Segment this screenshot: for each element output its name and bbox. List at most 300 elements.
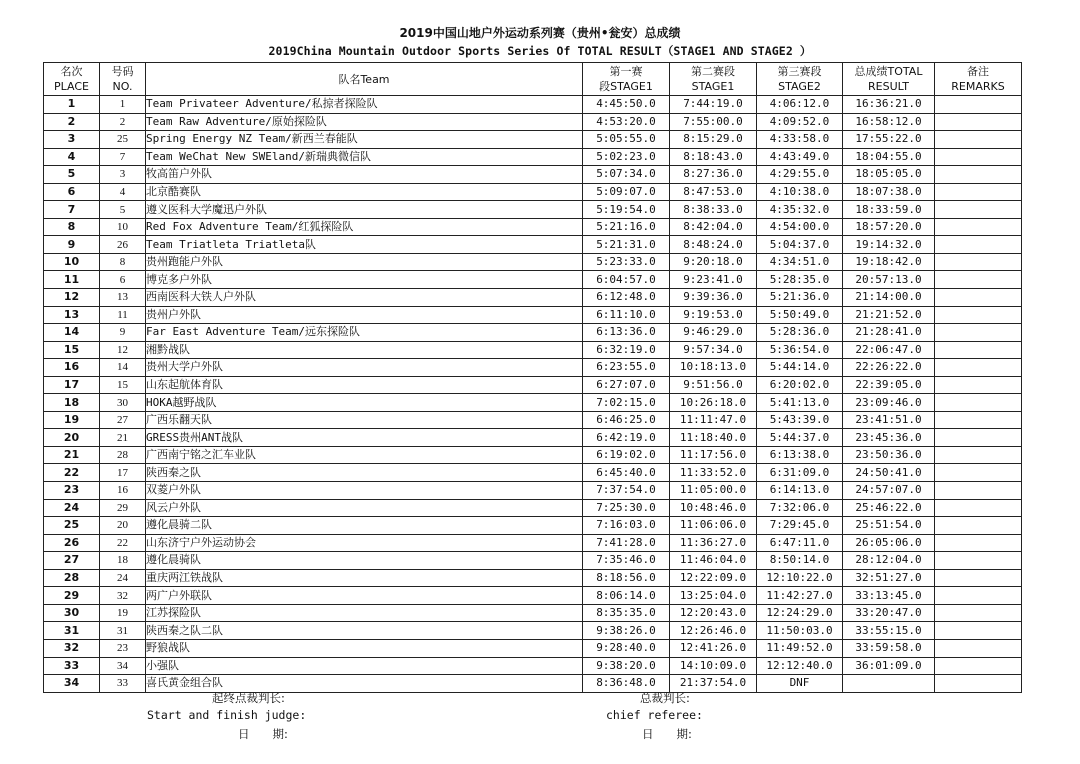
row-remarks: [935, 324, 1022, 342]
header-total: 总成绩TOTAL RESULT: [843, 63, 935, 96]
row-place: 23: [44, 482, 100, 500]
row-remarks: [935, 131, 1022, 149]
row-team: 山东济宁户外运动协会: [146, 534, 583, 552]
row-stage-3: 8:50:14.0: [757, 552, 843, 570]
chief-referee-label-zh: 总裁判长:: [640, 691, 690, 705]
row-remarks: [935, 622, 1022, 640]
row-number: 9: [100, 324, 146, 342]
row-team: 贵州大学户外队: [146, 359, 583, 377]
row-stage-2: 21:37:54.0: [670, 675, 757, 693]
row-stage-1: 6:04:57.0: [583, 271, 670, 289]
row-stage-3: 4:35:32.0: [757, 201, 843, 219]
table-row: [44, 359, 1022, 377]
row-total: 23:41:51.0: [843, 411, 935, 429]
row-stage-3: 12:12:40.0: [757, 657, 843, 675]
row-stage-1: 8:36:48.0: [583, 675, 670, 693]
row-stage-1: 6:11:10.0: [583, 306, 670, 324]
row-stage-2: 9:57:34.0: [670, 341, 757, 359]
row-team: 两广户外联队: [146, 587, 583, 605]
row-stage-2: 8:42:04.0: [670, 218, 757, 236]
row-number: 31: [100, 622, 146, 640]
row-place: 24: [44, 499, 100, 517]
row-stage-2: 11:05:00.0: [670, 482, 757, 500]
row-team: 北京酷赛队: [146, 183, 583, 201]
header-stage-3: 第三赛段 STAGE2: [757, 63, 843, 96]
row-stage-3: 6:14:13.0: [757, 482, 843, 500]
row-team: 陕西秦之队: [146, 464, 583, 482]
row-place: 16: [44, 359, 100, 377]
row-remarks: [935, 201, 1022, 219]
start-finish-judge-label-zh: 起终点裁判长:: [212, 691, 285, 705]
row-total: 28:12:04.0: [843, 552, 935, 570]
row-stage-3: 5:28:35.0: [757, 271, 843, 289]
row-stage-3: 5:44:14.0: [757, 359, 843, 377]
row-team: 双菱户外队: [146, 482, 583, 500]
row-number: 13: [100, 289, 146, 307]
row-stage-2: 9:20:18.0: [670, 253, 757, 271]
row-number: 24: [100, 569, 146, 587]
row-stage-1: 5:09:07.0: [583, 183, 670, 201]
row-team: 遵化晨骑队: [146, 552, 583, 570]
row-team: Team Triatleta Triatleta队: [146, 236, 583, 254]
row-total: 21:14:00.0: [843, 289, 935, 307]
header-stage-2: 第二赛段 STAGE1: [670, 63, 757, 96]
row-number: 7: [100, 148, 146, 166]
row-stage-3: 12:10:22.0: [757, 569, 843, 587]
row-stage-1: 7:16:03.0: [583, 517, 670, 535]
row-total: 33:55:15.0: [843, 622, 935, 640]
row-stage-2: 7:44:19.0: [670, 96, 757, 114]
row-total: 24:57:07.0: [843, 482, 935, 500]
row-stage-2: 12:41:26.0: [670, 639, 757, 657]
row-remarks: [935, 552, 1022, 570]
row-remarks: [935, 218, 1022, 236]
table-row: [44, 657, 1022, 675]
row-team: Spring Energy NZ Team/新西兰春能队: [146, 131, 583, 149]
row-stage-1: 9:28:40.0: [583, 639, 670, 657]
table-row: [44, 604, 1022, 622]
row-stage-1: 5:02:23.0: [583, 148, 670, 166]
row-number: 30: [100, 394, 146, 412]
row-team: 贵州户外队: [146, 306, 583, 324]
row-stage-2: 13:25:04.0: [670, 587, 757, 605]
row-stage-1: 7:25:30.0: [583, 499, 670, 517]
table-row: [44, 429, 1022, 447]
row-place: 32: [44, 639, 100, 657]
row-total: 18:07:38.0: [843, 183, 935, 201]
row-stage-1: 5:21:31.0: [583, 236, 670, 254]
row-total: [843, 675, 935, 693]
row-team: 山东起航体育队: [146, 376, 583, 394]
row-remarks: [935, 341, 1022, 359]
row-team: 重庆两江铁战队: [146, 569, 583, 587]
row-number: 5: [100, 201, 146, 219]
table-row: [44, 183, 1022, 201]
row-place: 12: [44, 289, 100, 307]
row-stage-1: 9:38:26.0: [583, 622, 670, 640]
row-place: 22: [44, 464, 100, 482]
row-stage-2: 12:22:09.0: [670, 569, 757, 587]
row-stage-2: 9:39:36.0: [670, 289, 757, 307]
row-remarks: [935, 657, 1022, 675]
row-stage-2: 9:51:56.0: [670, 376, 757, 394]
row-stage-3: 6:31:09.0: [757, 464, 843, 482]
row-total: 23:09:46.0: [843, 394, 935, 412]
row-team: Team Raw Adventure/原始探险队: [146, 113, 583, 131]
row-remarks: [935, 482, 1022, 500]
row-number: 33: [100, 675, 146, 693]
row-stage-2: 8:27:36.0: [670, 166, 757, 184]
table-row: [44, 675, 1022, 693]
row-place: 8: [44, 218, 100, 236]
row-remarks: [935, 394, 1022, 412]
row-team: Team WeChat New SWEland/新瑞典微信队: [146, 148, 583, 166]
row-place: 15: [44, 341, 100, 359]
chief-referee-label-en: chief referee:: [606, 708, 703, 722]
row-number: 8: [100, 253, 146, 271]
row-stage-2: 11:11:47.0: [670, 411, 757, 429]
title-english: 2019China Mountain Outdoor Sports Series Of TOTAL RESULT（STAGE1 AND STAGE2 ）: [268, 44, 812, 58]
row-stage-2: 9:23:41.0: [670, 271, 757, 289]
row-stage-3: 5:44:37.0: [757, 429, 843, 447]
row-stage-2: 7:55:00.0: [670, 113, 757, 131]
row-stage-2: 9:19:53.0: [670, 306, 757, 324]
row-place: 20: [44, 429, 100, 447]
row-stage-1: 6:23:55.0: [583, 359, 670, 377]
row-total: 16:36:21.0: [843, 96, 935, 114]
table-row: [44, 236, 1022, 254]
table-row: [44, 446, 1022, 464]
row-total: 22:39:05.0: [843, 376, 935, 394]
row-number: 1: [100, 96, 146, 114]
table-row: [44, 113, 1022, 131]
row-team: 遵义医科大学魔迅户外队: [146, 201, 583, 219]
row-remarks: [935, 587, 1022, 605]
row-total: 19:18:42.0: [843, 253, 935, 271]
row-number: 18: [100, 552, 146, 570]
row-place: 4: [44, 148, 100, 166]
row-stage-2: 10:26:18.0: [670, 394, 757, 412]
row-team: 湘黔战队: [146, 341, 583, 359]
row-number: 2: [100, 113, 146, 131]
row-stage-3: 4:29:55.0: [757, 166, 843, 184]
row-number: 11: [100, 306, 146, 324]
row-total: 36:01:09.0: [843, 657, 935, 675]
row-remarks: [935, 639, 1022, 657]
table-row: [44, 376, 1022, 394]
header-stage-1: 第一赛 段STAGE1: [583, 63, 670, 96]
row-stage-3: 6:13:38.0: [757, 446, 843, 464]
row-remarks: [935, 604, 1022, 622]
results-table: [43, 62, 1022, 693]
row-stage-2: 8:47:53.0: [670, 183, 757, 201]
row-place: 10: [44, 253, 100, 271]
row-total: 33:59:58.0: [843, 639, 935, 657]
row-stage-2: 14:10:09.0: [670, 657, 757, 675]
row-place: 25: [44, 517, 100, 535]
table-row: [44, 499, 1022, 517]
row-number: 17: [100, 464, 146, 482]
row-team: 博克多户外队: [146, 271, 583, 289]
row-stage-2: 11:17:56.0: [670, 446, 757, 464]
row-stage-1: 6:42:19.0: [583, 429, 670, 447]
row-place: 3: [44, 131, 100, 149]
row-stage-1: 7:41:28.0: [583, 534, 670, 552]
row-number: 12: [100, 341, 146, 359]
row-number: 32: [100, 587, 146, 605]
row-stage-3: 4:34:51.0: [757, 253, 843, 271]
row-team: 贵州跑能户外队: [146, 253, 583, 271]
table-row: [44, 587, 1022, 605]
row-total: 17:55:22.0: [843, 131, 935, 149]
row-stage-1: 6:45:40.0: [583, 464, 670, 482]
row-number: 26: [100, 236, 146, 254]
table-row: [44, 552, 1022, 570]
row-stage-2: 11:06:06.0: [670, 517, 757, 535]
row-remarks: [935, 517, 1022, 535]
row-team: Red Fox Adventure Team/红狐探险队: [146, 218, 583, 236]
row-remarks: [935, 289, 1022, 307]
row-number: 19: [100, 604, 146, 622]
row-place: 33: [44, 657, 100, 675]
row-number: 34: [100, 657, 146, 675]
row-stage-2: 12:20:43.0: [670, 604, 757, 622]
row-stage-1: 8:06:14.0: [583, 587, 670, 605]
row-stage-1: 6:13:36.0: [583, 324, 670, 342]
table-row: [44, 289, 1022, 307]
header-number: 号码 NO.: [100, 63, 146, 96]
row-total: 22:26:22.0: [843, 359, 935, 377]
row-stage-3: 11:42:27.0: [757, 587, 843, 605]
row-number: 16: [100, 482, 146, 500]
row-remarks: [935, 253, 1022, 271]
row-remarks: [935, 446, 1022, 464]
row-remarks: [935, 113, 1022, 131]
row-total: 19:14:32.0: [843, 236, 935, 254]
row-remarks: [935, 236, 1022, 254]
header-place: 名次 PLACE: [44, 63, 100, 96]
row-stage-3: 11:49:52.0: [757, 639, 843, 657]
row-stage-1: 7:02:15.0: [583, 394, 670, 412]
row-number: 25: [100, 131, 146, 149]
row-total: 25:51:54.0: [843, 517, 935, 535]
row-place: 11: [44, 271, 100, 289]
row-total: 18:33:59.0: [843, 201, 935, 219]
row-place: 2: [44, 113, 100, 131]
row-stage-3: 12:24:29.0: [757, 604, 843, 622]
row-number: 14: [100, 359, 146, 377]
row-team: HOKA越野战队: [146, 394, 583, 412]
row-stage-1: 6:12:48.0: [583, 289, 670, 307]
row-stage-1: 9:38:20.0: [583, 657, 670, 675]
row-stage-3: DNF: [757, 675, 843, 693]
row-stage-2: 8:18:43.0: [670, 148, 757, 166]
row-place: 30: [44, 604, 100, 622]
row-team: 小强队: [146, 657, 583, 675]
row-number: 23: [100, 639, 146, 657]
row-team: GRESS贵州ANT战队: [146, 429, 583, 447]
row-remarks: [935, 675, 1022, 693]
row-team: 遵化晨骑二队: [146, 517, 583, 535]
row-total: 26:05:06.0: [843, 534, 935, 552]
row-stage-2: 11:46:04.0: [670, 552, 757, 570]
row-remarks: [935, 534, 1022, 552]
title-chinese: 2019中国山地户外运动系列赛（贵州•瓮安）总成绩: [399, 26, 681, 40]
row-remarks: [935, 148, 1022, 166]
table-row: [44, 201, 1022, 219]
row-number: 21: [100, 429, 146, 447]
row-number: 22: [100, 534, 146, 552]
table-row: [44, 639, 1022, 657]
row-stage-2: 8:15:29.0: [670, 131, 757, 149]
row-number: 3: [100, 166, 146, 184]
row-stage-3: 5:41:13.0: [757, 394, 843, 412]
row-number: 6: [100, 271, 146, 289]
row-place: 14: [44, 324, 100, 342]
row-stage-3: 4:43:49.0: [757, 148, 843, 166]
row-team: 陕西秦之队二队: [146, 622, 583, 640]
row-stage-3: 7:29:45.0: [757, 517, 843, 535]
date-label-right: 日 期:: [642, 727, 692, 741]
table-row: [44, 271, 1022, 289]
row-stage-1: 6:27:07.0: [583, 376, 670, 394]
date-label-left: 日 期:: [238, 727, 288, 741]
start-finish-judge-label-en: Start and finish judge:: [147, 708, 307, 722]
table-row: [44, 534, 1022, 552]
row-place: 13: [44, 306, 100, 324]
row-stage-1: 5:07:34.0: [583, 166, 670, 184]
table-row: [44, 148, 1022, 166]
row-team: 牧高笛户外队: [146, 166, 583, 184]
table-row: [44, 253, 1022, 271]
table-row: [44, 394, 1022, 412]
row-stage-1: 5:05:55.0: [583, 131, 670, 149]
row-place: 28: [44, 569, 100, 587]
row-remarks: [935, 376, 1022, 394]
row-stage-1: 6:32:19.0: [583, 341, 670, 359]
row-number: 15: [100, 376, 146, 394]
row-stage-3: 4:09:52.0: [757, 113, 843, 131]
row-remarks: [935, 166, 1022, 184]
table-row: [44, 517, 1022, 535]
row-place: 17: [44, 376, 100, 394]
row-place: 29: [44, 587, 100, 605]
row-total: 18:05:05.0: [843, 166, 935, 184]
row-remarks: [935, 499, 1022, 517]
row-stage-1: 8:35:35.0: [583, 604, 670, 622]
row-place: 18: [44, 394, 100, 412]
table-row: [44, 622, 1022, 640]
table-row: [44, 482, 1022, 500]
row-stage-1: 6:19:02.0: [583, 446, 670, 464]
row-team: 风云户外队: [146, 499, 583, 517]
row-remarks: [935, 464, 1022, 482]
header-row: [44, 63, 1022, 96]
row-place: 6: [44, 183, 100, 201]
row-total: 21:28:41.0: [843, 324, 935, 342]
row-place: 26: [44, 534, 100, 552]
row-remarks: [935, 359, 1022, 377]
row-remarks: [935, 271, 1022, 289]
row-stage-2: 12:26:46.0: [670, 622, 757, 640]
row-place: 19: [44, 411, 100, 429]
row-stage-3: 5:28:36.0: [757, 324, 843, 342]
row-total: 22:06:47.0: [843, 341, 935, 359]
row-total: 20:57:13.0: [843, 271, 935, 289]
row-number: 10: [100, 218, 146, 236]
row-stage-2: 11:33:52.0: [670, 464, 757, 482]
row-team: Far East Adventure Team/远东探险队: [146, 324, 583, 342]
row-place: 31: [44, 622, 100, 640]
row-remarks: [935, 183, 1022, 201]
row-team: 江苏探险队: [146, 604, 583, 622]
row-stage-1: 7:35:46.0: [583, 552, 670, 570]
row-stage-2: 8:38:33.0: [670, 201, 757, 219]
row-stage-3: 6:20:02.0: [757, 376, 843, 394]
row-remarks: [935, 429, 1022, 447]
row-stage-3: 5:50:49.0: [757, 306, 843, 324]
row-stage-2: 11:18:40.0: [670, 429, 757, 447]
table-row: [44, 341, 1022, 359]
row-remarks: [935, 569, 1022, 587]
table-row: [44, 166, 1022, 184]
row-place: 21: [44, 446, 100, 464]
row-stage-3: 7:32:06.0: [757, 499, 843, 517]
row-stage-3: 4:33:58.0: [757, 131, 843, 149]
row-stage-3: 5:04:37.0: [757, 236, 843, 254]
row-total: 18:57:20.0: [843, 218, 935, 236]
row-total: 33:13:45.0: [843, 587, 935, 605]
row-stage-2: 8:48:24.0: [670, 236, 757, 254]
row-place: 5: [44, 166, 100, 184]
table-row: [44, 306, 1022, 324]
results-body: [44, 96, 1022, 693]
row-stage-3: 5:36:54.0: [757, 341, 843, 359]
row-remarks: [935, 411, 1022, 429]
row-stage-3: 11:50:03.0: [757, 622, 843, 640]
row-total: 33:20:47.0: [843, 604, 935, 622]
row-number: 20: [100, 517, 146, 535]
table-row: [44, 96, 1022, 114]
table-row: [44, 569, 1022, 587]
row-remarks: [935, 306, 1022, 324]
row-total: 32:51:27.0: [843, 569, 935, 587]
row-total: 25:46:22.0: [843, 499, 935, 517]
row-stage-3: 6:47:11.0: [757, 534, 843, 552]
row-place: 34: [44, 675, 100, 693]
row-team: 西南医科大铁人户外队: [146, 289, 583, 307]
row-stage-2: 10:48:46.0: [670, 499, 757, 517]
row-stage-1: 8:18:56.0: [583, 569, 670, 587]
row-stage-1: 5:19:54.0: [583, 201, 670, 219]
row-team: 广西南宁铭之汇车业队: [146, 446, 583, 464]
row-team: 喜氏黄金组合队: [146, 675, 583, 693]
row-stage-3: 5:21:36.0: [757, 289, 843, 307]
table-row: [44, 324, 1022, 342]
row-place: 7: [44, 201, 100, 219]
header-remarks: 备注 REMARKS: [935, 63, 1022, 96]
row-number: 29: [100, 499, 146, 517]
row-stage-1: 7:37:54.0: [583, 482, 670, 500]
row-total: 23:45:36.0: [843, 429, 935, 447]
row-stage-1: 5:21:16.0: [583, 218, 670, 236]
row-number: 28: [100, 446, 146, 464]
row-team: Team Privateer Adventure/私掠者探险队: [146, 96, 583, 114]
row-stage-1: 4:45:50.0: [583, 96, 670, 114]
row-stage-3: 4:54:00.0: [757, 218, 843, 236]
row-total: 23:50:36.0: [843, 446, 935, 464]
row-stage-2: 10:18:13.0: [670, 359, 757, 377]
